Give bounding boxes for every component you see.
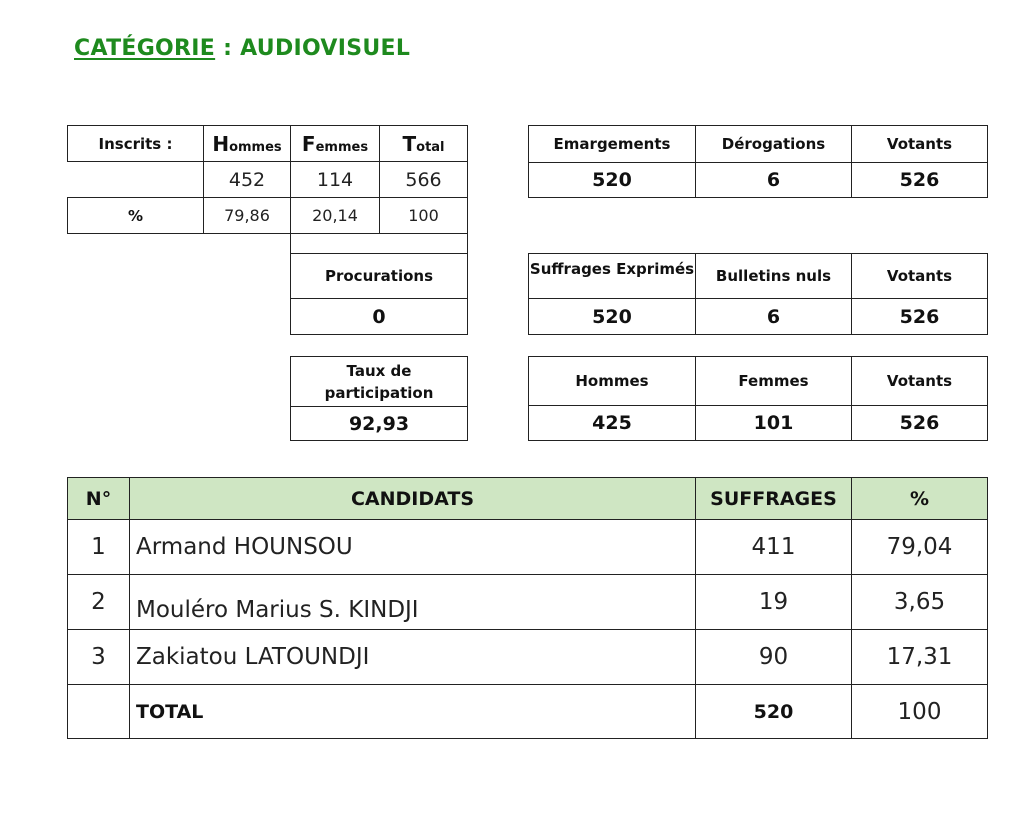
value-hommes-votants: 425 (529, 406, 696, 441)
inscrits-total: 566 (380, 162, 468, 198)
header-candidats: CANDIDATS (130, 478, 696, 520)
participation-table (290, 356, 468, 441)
title-prefix: CATÉGORIE (74, 36, 216, 61)
candidate-suffrages: 90 (696, 630, 852, 685)
empty-cell (68, 162, 204, 198)
participation-value: 92,93 (291, 407, 468, 441)
value-femmes-votants: 101 (696, 406, 852, 441)
title-category: AUDIOVISUEL (240, 36, 411, 61)
total-suffrages: 520 (696, 685, 852, 739)
candidate-pct: 17,31 (852, 630, 988, 685)
value-bulletins-nuls: 6 (696, 299, 852, 335)
candidate-pct: 3,65 (852, 575, 988, 630)
genre-table (528, 356, 988, 441)
participation-label: Taux de participation (291, 357, 468, 407)
procurations-table (290, 233, 468, 335)
header-hommes: Hommes (204, 126, 291, 162)
header-pct: % (852, 478, 988, 520)
header-suffrages: SUFFRAGES (696, 478, 852, 520)
header-femmes: Femmes (291, 126, 380, 162)
header-numero: N° (68, 478, 130, 520)
header-hommes-votants: Hommes (529, 357, 696, 406)
header-votants: Votants (852, 126, 988, 163)
inscrits-femmes: 114 (291, 162, 380, 198)
value-derogations: 6 (696, 163, 852, 198)
header-emargements: Emargements (529, 126, 696, 163)
title-separator: : (215, 36, 241, 61)
pct-total: 100 (380, 198, 468, 234)
total-label: TOTAL (130, 685, 696, 739)
pct-femmes: 20,14 (291, 198, 380, 234)
emargements-table (528, 125, 988, 198)
inscrits-hommes: 452 (204, 162, 291, 198)
pct-hommes: 79,86 (204, 198, 291, 234)
value-votants-2: 526 (852, 299, 988, 335)
candidats-table (67, 477, 988, 739)
pct-label: % (68, 198, 204, 234)
header-bulletins-nuls: Bulletins nuls (696, 254, 852, 299)
table-row (68, 630, 988, 685)
header-votants-2: Votants (852, 254, 988, 299)
suffrages-table (528, 253, 988, 335)
candidate-pct: 79,04 (852, 520, 988, 575)
header-femmes-votants: Femmes (696, 357, 852, 406)
procurations-label: Procurations (291, 254, 468, 299)
row-number: 3 (68, 630, 130, 685)
value-votants: 526 (852, 163, 988, 198)
inscrits-label: Inscrits : (68, 126, 204, 162)
total-pct: 100 (852, 685, 988, 739)
value-emargements: 520 (529, 163, 696, 198)
table-row (68, 520, 988, 575)
total-row (68, 685, 988, 739)
header-total: Total (380, 126, 468, 162)
total-empty (68, 685, 130, 739)
candidate-name: Zakiatou LATOUNDJI (130, 630, 696, 685)
candidate-suffrages: 411 (696, 520, 852, 575)
value-votants-3: 526 (852, 406, 988, 441)
candidate-suffrages: 19 (696, 575, 852, 630)
header-derogations: Dérogations (696, 126, 852, 163)
procurations-value: 0 (291, 299, 468, 335)
header-votants-3: Votants (852, 357, 988, 406)
spacer-cell (291, 234, 468, 254)
candidate-name: Armand HOUNSOU (130, 520, 696, 575)
header-suffrages-exprimes: Suffrages Exprimés (529, 254, 696, 299)
inscrits-table (67, 125, 468, 234)
candidate-name: Mouléro Marius S. KINDJI (130, 575, 696, 630)
value-suffrages-exprimes: 520 (529, 299, 696, 335)
row-number: 2 (68, 575, 130, 630)
table-row (68, 575, 988, 630)
page-title (74, 36, 410, 61)
row-number: 1 (68, 520, 130, 575)
